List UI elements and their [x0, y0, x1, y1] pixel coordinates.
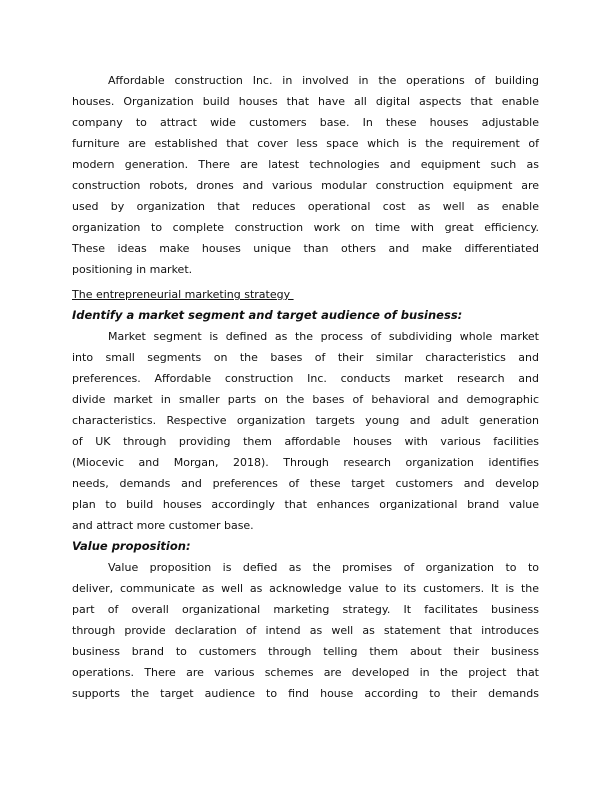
text-line: part of overall organizational marketing strategy. It facilitates business: [72, 603, 539, 616]
text-line: through provide declaration of intend as well as statement that introduces: [72, 624, 539, 637]
text-line: furniture are established that cover less space which is the requirement of: [72, 137, 539, 150]
text-line: organization to complete construction work on time with great efficiency.: [72, 221, 539, 234]
text-line: into small segments on the bases of their similar characteristics and: [72, 351, 539, 364]
text-line: modern generation. There are latest technologies and equipment such as: [72, 158, 539, 171]
document-page: [72, 70, 539, 704]
text-line: preferences. Affordable construction Inc. conducts market research and: [72, 372, 539, 385]
text-line: deliver, communicate as well as acknowledge value to its customers. It is the: [72, 582, 539, 595]
text-line: needs, demands and preferences of these target customers and develop: [72, 477, 539, 490]
text-line: Affordable construction Inc. in involved in the operations of building: [108, 74, 539, 87]
text-line: business brand to customers through telling them about their business: [72, 645, 539, 658]
text-line: supports the target audience to find house according to their demands: [72, 687, 539, 700]
paragraph-value-proposition: [72, 557, 539, 704]
section-title: The entrepreneurial marketing strategy: [72, 288, 294, 301]
text-line: operations. There are various schemes are developed in the project that: [72, 666, 539, 679]
text-line: (Miocevic and Morgan, 2018). Through research organization identifies: [72, 456, 539, 469]
heading-market-segment: Identify a market segment and target audience of business:: [72, 308, 463, 322]
text-line: Value proposition is defied as the promises of organization to to: [108, 561, 539, 574]
text-line: company to attract wide customers base. In these houses adjustable: [72, 116, 539, 129]
text-line: Market segment is defined as the process of subdividing whole market: [108, 330, 539, 343]
text-line: houses. Organization build houses that have all digital aspects that enable: [72, 95, 539, 108]
text-line: construction robots, drones and various modular construction equipment are: [72, 179, 539, 192]
paragraph-market-segment: [72, 326, 539, 536]
text-line: used by organization that reduces operational cost as well as enable: [72, 200, 539, 213]
text-line: These ideas make houses unique than others and make differentiated: [72, 242, 539, 255]
text-line: plan to build houses accordingly that enhances organizational brand value: [72, 498, 539, 511]
text-line: positioning in market.: [72, 263, 193, 276]
text-line: divide market in smaller parts on the bases of behavioral and demographic: [72, 393, 539, 406]
text-line: of UK through providing them affordable houses with various facilities: [72, 435, 539, 448]
text-line: and attract more customer base.: [72, 519, 254, 532]
paragraph-intro: [72, 70, 539, 280]
heading-value-proposition: Value proposition:: [72, 539, 191, 553]
text-line: characteristics. Respective organization targets young and adult generation: [72, 414, 539, 427]
